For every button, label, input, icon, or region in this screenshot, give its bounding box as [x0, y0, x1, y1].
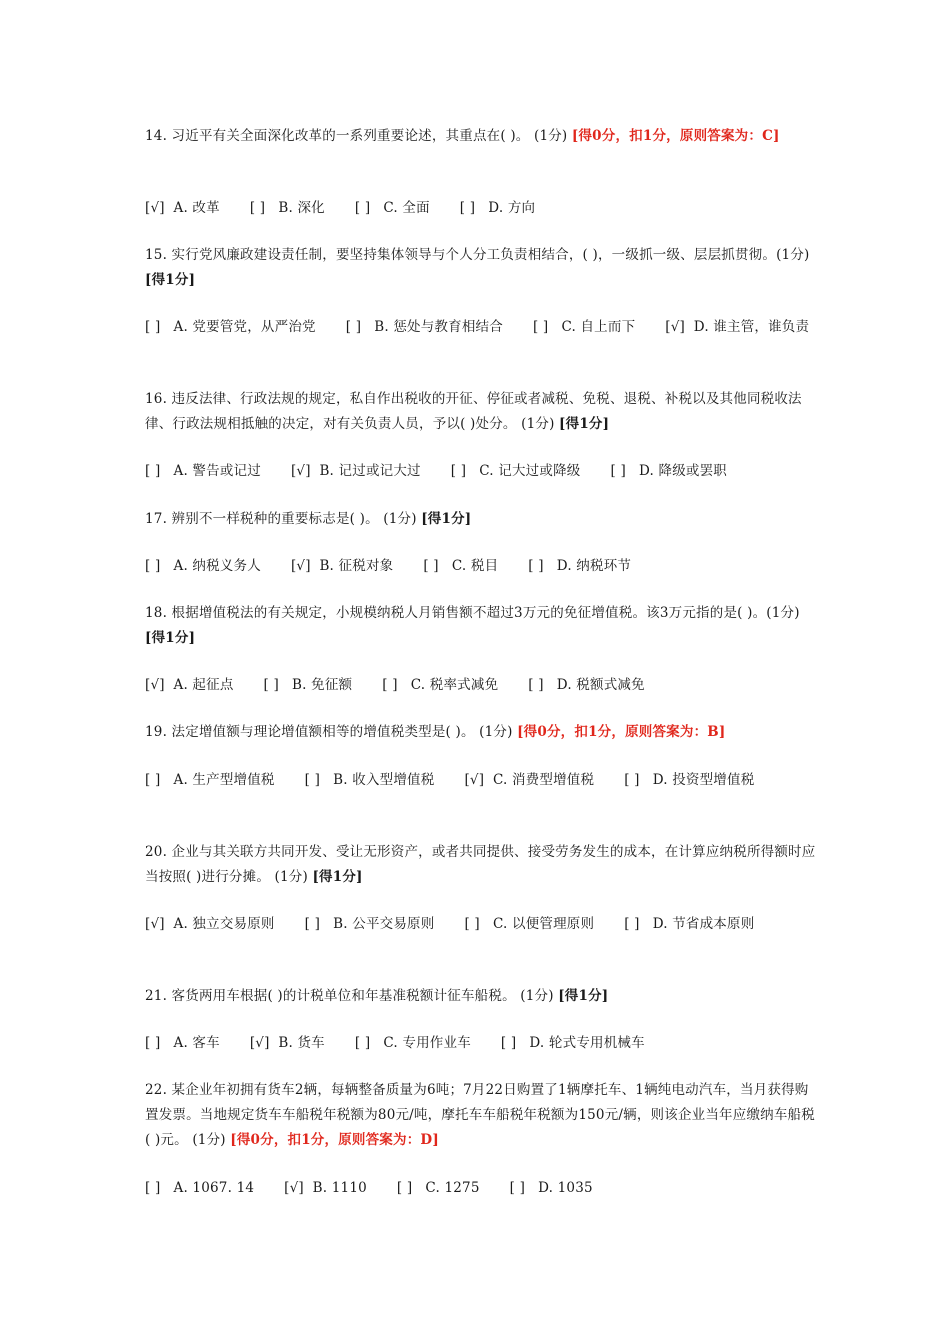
option-a[interactable]	[145, 463, 261, 479]
option-b[interactable]	[284, 1180, 367, 1196]
answer-result-wrong: [得0分，扣1分，原则答案为：C]	[571, 128, 780, 144]
option-label: A. 改革	[173, 200, 220, 216]
answer-result-score: [得1分]	[421, 511, 472, 527]
unchecked-box[interactable]: [ ]	[528, 558, 544, 574]
answer-result-score: [得1分]	[312, 869, 363, 885]
option-a[interactable]	[145, 1180, 254, 1196]
answer-result-wrong: [得0分，扣1分，原则答案为：B]	[517, 724, 726, 740]
option-label: C. 自上而下	[561, 319, 636, 335]
option-a[interactable]	[145, 319, 316, 335]
option-label: B. 1110	[312, 1180, 367, 1196]
options-row	[145, 459, 820, 484]
option-a[interactable]	[145, 916, 275, 932]
unchecked-box[interactable]: [ ]	[500, 1035, 517, 1051]
checked-box[interactable]: [√]	[145, 677, 165, 693]
options-row	[145, 1031, 820, 1056]
question-stem	[145, 720, 820, 745]
option-a[interactable]	[145, 772, 275, 788]
option-c[interactable]	[397, 1180, 480, 1196]
question-text: 22. 某企业年初拥有货车2辆，每辆整备质量为6吨；7月22日购置了1辆摩托车、1辆纯电动汽车，当月获得购置发票。当地规定货车车船税年税额为80元/吨，摩托车车船税年税额为150元/辆，则该企业当年应缴纳车船税( )元。 (1分)	[145, 1082, 815, 1148]
question-text: 15. 实行党风廉政建设责任制，要坚持集体领导与个人分工负责相结合，( )，一级抓一级、层层抓贯彻。(1分)	[145, 247, 810, 263]
answer-result-score: [得1分]	[559, 416, 610, 432]
answer-result-wrong: [得0分，扣1分，原则答案为：D]	[230, 1132, 439, 1148]
question-text: 16. 违反法律、行政法规的规定，私自作出税收的开征、停征或者减税、免税、退税、补税以及其他同税收法律、行政法规相抵触的决定，对有关负责人员，予以( )处分。 (1分)	[145, 391, 802, 432]
option-c[interactable]	[533, 319, 635, 335]
question-stem	[145, 840, 820, 890]
unchecked-box[interactable]: [ ]	[624, 916, 640, 932]
options-row	[145, 912, 820, 937]
option-label: C. 税率式减免	[410, 677, 499, 693]
option-label: A. 党要管党，从严治党	[173, 319, 316, 335]
option-d[interactable]	[501, 1035, 645, 1051]
answer-result-score: [得1分]	[145, 272, 196, 288]
question-stem	[145, 124, 820, 149]
question-text: 19. 法定增值额与理论增值额相等的增值税类型是( )。 (1分)	[145, 724, 518, 740]
unchecked-box[interactable]: [ ]	[396, 1180, 413, 1196]
unchecked-box[interactable]: [ ]	[304, 772, 321, 788]
option-label: A. 独立交易原则	[173, 916, 275, 932]
question-text: 17. 辨别不一样税种的重要标志是( )。 (1分)	[145, 511, 422, 527]
option-d[interactable]	[510, 1180, 593, 1196]
option-label: C. 税目	[451, 558, 499, 574]
unchecked-box[interactable]: [ ]	[354, 1035, 371, 1051]
unchecked-box[interactable]: [ ]	[249, 200, 266, 216]
option-label: D. 降级或罢职	[638, 463, 728, 479]
options-row	[145, 768, 820, 793]
option-label: B. 货车	[278, 1035, 325, 1051]
unchecked-box[interactable]: [ ]	[532, 319, 549, 335]
answer-result-score: [得1分]	[558, 988, 609, 1004]
option-b[interactable]	[305, 772, 435, 788]
question-stem	[145, 1078, 820, 1153]
option-label: C. 以便管理原则	[492, 916, 595, 932]
option-c[interactable]	[464, 772, 594, 788]
checked-box[interactable]: [√]	[290, 463, 311, 479]
option-label: D. 税额式减免	[556, 677, 645, 693]
unchecked-box[interactable]: [ ]	[459, 200, 476, 216]
option-a[interactable]	[145, 1035, 220, 1051]
unchecked-box[interactable]: [ ]	[509, 1180, 526, 1196]
option-b[interactable]	[346, 319, 503, 335]
answer-result-score: [得1分]	[145, 630, 196, 646]
option-c[interactable]	[355, 200, 430, 216]
option-label: C. 1275	[425, 1180, 480, 1196]
option-a[interactable]	[145, 677, 234, 693]
option-label: A. 纳税义务人	[173, 558, 261, 574]
option-label: D. 谁主管，谁负责	[693, 319, 810, 335]
unchecked-box[interactable]: [ ]	[423, 558, 439, 574]
option-d[interactable]	[528, 677, 645, 693]
unchecked-box[interactable]: [ ]	[450, 463, 467, 479]
unchecked-box[interactable]: [ ]	[145, 1035, 161, 1051]
option-label: D. 纳税环节	[556, 558, 632, 574]
option-c[interactable]	[464, 916, 594, 932]
option-label: B. 收入型增值税	[333, 772, 435, 788]
option-d[interactable]	[665, 319, 809, 335]
question-text: 18. 根据增值税法的有关规定，小规模纳税人月销售额不超过3万元的免征增值税。该3万元指的是( )。(1分)	[145, 605, 800, 621]
option-label: C. 全面	[383, 200, 430, 216]
option-label: D. 1035	[538, 1180, 593, 1196]
option-b[interactable]	[305, 916, 435, 932]
option-label: C. 记大过或降级	[479, 463, 581, 479]
checked-box[interactable]: [√]	[290, 558, 311, 574]
question-text: 21. 客货两用车根据( )的计税单位和年基准税额计征车船税。 (1分)	[145, 988, 559, 1004]
unchecked-box[interactable]: [ ]	[145, 319, 161, 335]
options-row	[145, 554, 820, 579]
option-c[interactable]	[355, 1035, 471, 1051]
unchecked-box[interactable]: [ ]	[610, 463, 626, 479]
option-b[interactable]	[264, 677, 353, 693]
option-d[interactable]	[624, 916, 754, 932]
option-b[interactable]	[250, 1035, 325, 1051]
checked-box[interactable]: [√]	[145, 916, 165, 932]
option-a[interactable]	[145, 558, 261, 574]
option-label: A. 起征点	[173, 677, 234, 693]
unchecked-box[interactable]: [ ]	[145, 1180, 161, 1196]
checked-box[interactable]: [√]	[145, 200, 165, 216]
option-label: C. 消费型增值税	[492, 772, 595, 788]
unchecked-box[interactable]: [ ]	[145, 463, 161, 479]
checked-box[interactable]: [√]	[464, 772, 485, 788]
option-label: B. 惩处与教育相结合	[374, 319, 503, 335]
option-c[interactable]	[451, 463, 581, 479]
option-label: D. 节省成本原则	[652, 916, 755, 932]
option-label: B. 免征额	[292, 677, 353, 693]
question-text: 14. 习近平有关全面深化改革的一系列重要论述，其重点在( )。 (1分)	[145, 128, 572, 144]
unchecked-box[interactable]: [ ]	[345, 319, 362, 335]
option-label: A. 警告或记过	[173, 463, 261, 479]
question-stem	[145, 243, 820, 293]
unchecked-box[interactable]: [ ]	[354, 200, 371, 216]
options-row	[145, 196, 820, 221]
question-stem	[145, 507, 820, 532]
option-label: B. 深化	[278, 200, 325, 216]
option-d[interactable]	[624, 772, 754, 788]
option-a[interactable]	[145, 200, 220, 216]
option-b[interactable]	[291, 558, 393, 574]
checked-box[interactable]: [√]	[284, 1180, 304, 1196]
option-label: C. 专用作业车	[383, 1035, 471, 1051]
option-label: A. 客车	[173, 1035, 220, 1051]
option-b[interactable]	[250, 200, 325, 216]
unchecked-box[interactable]: [ ]	[624, 772, 640, 788]
checked-box[interactable]: [√]	[665, 319, 686, 335]
option-d[interactable]	[460, 200, 535, 216]
option-label: A. 1067. 14	[173, 1180, 255, 1196]
option-d[interactable]	[528, 558, 631, 574]
unchecked-box[interactable]: [ ]	[528, 677, 544, 693]
option-d[interactable]	[610, 463, 727, 479]
option-label: D. 轮式专用机械车	[529, 1035, 645, 1051]
option-c[interactable]	[423, 558, 498, 574]
question-text: 20. 企业与其关联方共同开发、受让无形资产，或者共同提供、接受劳务发生的成本，在计算应纳税所得额时应当按照( )进行分摊。 (1分)	[145, 844, 816, 885]
unchecked-box[interactable]: [ ]	[382, 677, 398, 693]
question-stem	[145, 984, 820, 1009]
unchecked-box[interactable]: [ ]	[145, 772, 161, 788]
unchecked-box[interactable]: [ ]	[145, 558, 161, 574]
options-row	[145, 673, 820, 698]
option-label: D. 投资型增值税	[652, 772, 755, 788]
options-row	[145, 1176, 820, 1201]
question-stem	[145, 601, 820, 651]
option-label: B. 征税对象	[319, 558, 394, 574]
option-label: D. 方向	[488, 200, 536, 216]
unchecked-box[interactable]: [ ]	[304, 916, 321, 932]
question-stem	[145, 387, 820, 437]
option-b[interactable]	[291, 463, 421, 479]
unchecked-box[interactable]: [ ]	[464, 916, 480, 932]
checked-box[interactable]: [√]	[249, 1035, 270, 1051]
unchecked-box[interactable]: [ ]	[263, 677, 279, 693]
option-label: B. 公平交易原则	[333, 916, 435, 932]
option-label: A. 生产型增值税	[173, 772, 275, 788]
option-c[interactable]	[382, 677, 498, 693]
options-row	[145, 315, 820, 340]
option-label: B. 记过或记大过	[319, 463, 421, 479]
